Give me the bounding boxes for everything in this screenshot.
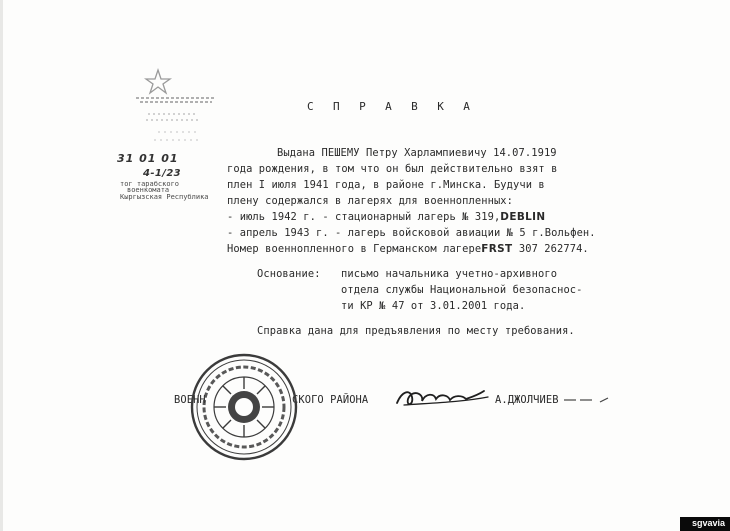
- basis-line-2: отдела службы Национальной безопаснос-: [341, 284, 583, 296]
- body-line-4: плену содержался в лагерях для военнопленных:: [227, 195, 514, 207]
- signature-line-left: ВОЕНН: [174, 394, 206, 406]
- signatory-name: А.ДЖОЛЧИЕВ: [495, 394, 559, 406]
- document-title: С П Р А В К А: [307, 100, 477, 113]
- body-line-2: года рождения, в том что он был действительно взят в: [227, 163, 558, 175]
- official-round-seal: [189, 352, 299, 462]
- side-stamp-line-1: тог тарабского: [120, 180, 180, 188]
- handwritten-frst: FRST: [481, 243, 513, 255]
- body-line-7-number: 307 262774.: [512, 243, 589, 255]
- watermark-text: sgvavia: [691, 518, 725, 528]
- body-line-5-text: - июль 1942 г. - стационарный лагерь № 319,: [227, 211, 501, 223]
- basis-line-3: ти КР № 47 от 3.01.2001 года.: [341, 300, 526, 312]
- body-line-6: - апрель 1943 г. - лагерь войсковой авиации № 5 г.Вольфен.: [227, 227, 596, 239]
- body-line-5: [227, 211, 546, 224]
- side-stamp-line-2: военкомата: [127, 186, 170, 194]
- side-handwritten-date: 31 01 01: [117, 152, 179, 165]
- body-line-1: Выдана ПЕШЕМУ Петру Харлампиевичу 14.07.1919: [277, 147, 557, 159]
- side-stamp-line-3: Кыргызская Республика: [120, 193, 209, 201]
- body-line-3: плен I июля 1941 года, в районе г.Минска. Будучи в: [227, 179, 545, 191]
- body-line-7-text: Номер военнопленного в Германском лагере: [227, 243, 482, 255]
- scan-edge: [0, 0, 3, 531]
- handwritten-signature: [392, 383, 492, 413]
- basis-label: Основание:: [257, 268, 321, 280]
- signature-dashes: [562, 395, 612, 405]
- handwritten-deblin: DEBLIN: [500, 211, 546, 223]
- issued-for-line: Справка дана для предъявления по месту требования.: [257, 325, 575, 337]
- signature-line-middle: СКОГО РАЙОНА: [292, 394, 369, 406]
- basis-line-1: письмо начальника учетно-архивного: [341, 268, 558, 280]
- watermark-badge: [680, 517, 730, 531]
- body-line-7: [227, 243, 589, 256]
- side-handwritten-number: 4-1/23: [143, 168, 182, 179]
